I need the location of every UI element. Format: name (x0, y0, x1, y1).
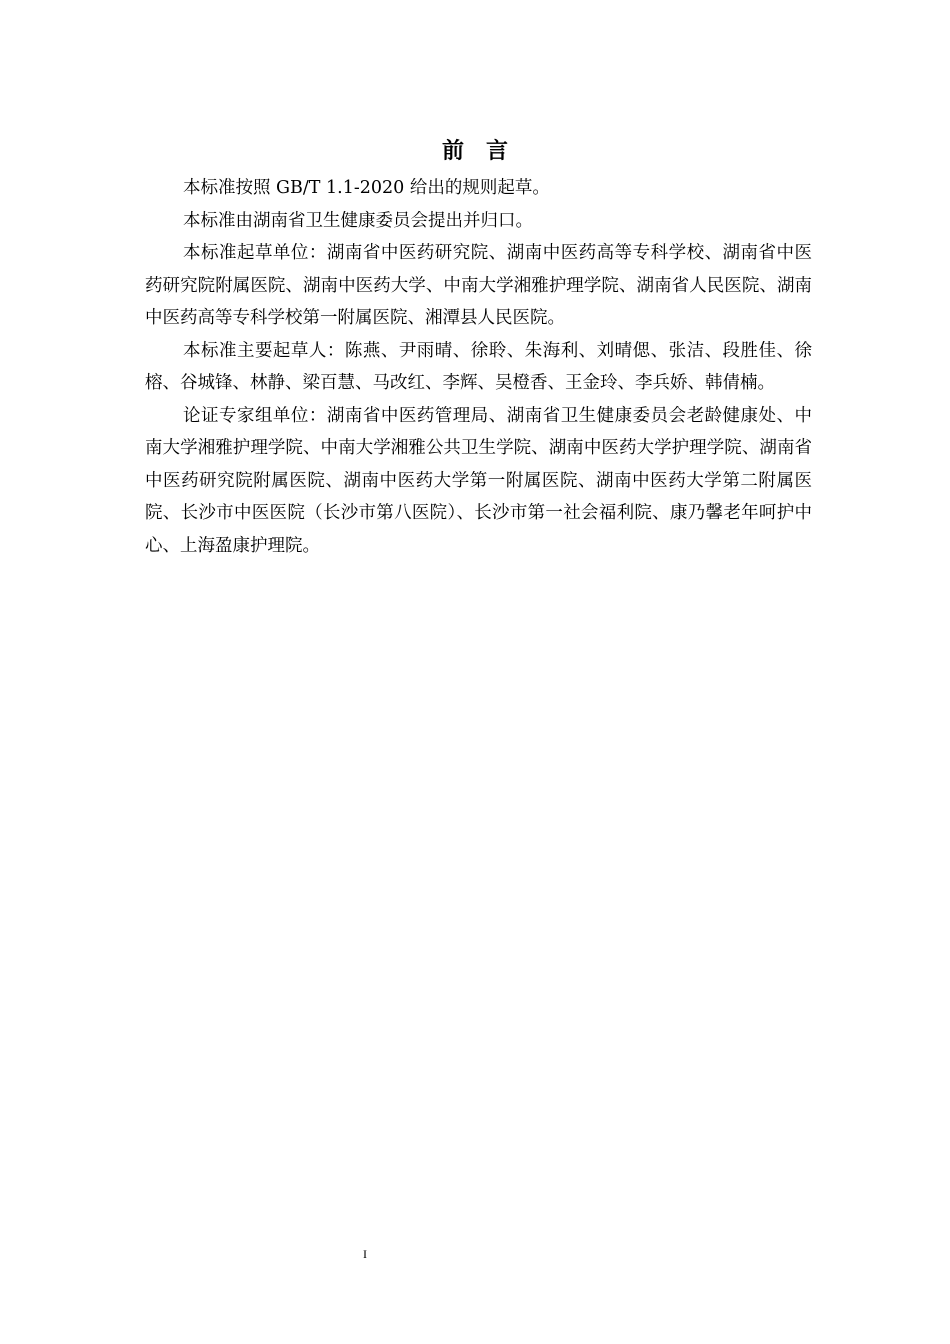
paragraph-main-drafters: 本标准主要起草人：陈燕、尹雨晴、徐聆、朱海利、刘晴偲、张洁、段胜佳、徐榕、谷城锋、林静、梁百慧、马改红、李辉、吴橙香、王金玲、李兵娇、韩倩楠。 (145, 340, 812, 393)
paragraph-proposer: 本标准由湖南省卫生健康委员会提出并归口。 (183, 210, 533, 231)
paragraph-expert-units: 论证专家组单位：湖南省中医药管理局、湖南省卫生健康委员会老龄健康处、中南大学湘雅护理学院、中南大学湘雅公共卫生学院、湖南中医药大学护理学院、湖南省中医药研究院附属医院、湖南中医药大学第一附属医院、湖南中医药大学第二附属医院、长沙市中医医院（长沙市第八医院）、长沙市第一社会福利院、康乃馨老年呵护中心、上海盈康护理院。 (145, 405, 812, 556)
page-title: 前言 (441, 139, 530, 164)
foreword-body (145, 172, 812, 562)
page-number: I (363, 1247, 367, 1261)
paragraph-drafting-units: 本标准起草单位：湖南省中医药研究院、湖南中医药高等专科学校、湖南省中医药研究院附属医院、湖南中医药大学、中南大学湘雅护理学院、湖南省人民医院、湖南中医药高等专科学校第一附属医院、湘潭县人民医院。 (145, 243, 812, 328)
paragraph-drafting-rules: 本标准按照 GB/T 1.1-2020 给出的规则起草。 (183, 178, 550, 198)
